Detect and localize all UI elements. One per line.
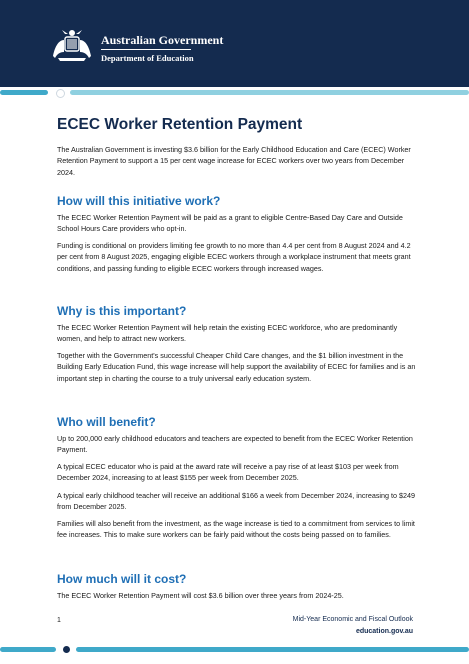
bottom-accent-bar-right bbox=[76, 647, 469, 652]
government-name: Australian Government bbox=[101, 33, 224, 47]
top-accent-bar-right bbox=[70, 90, 469, 95]
top-accent-bar-left bbox=[0, 90, 48, 95]
section-paragraph: The ECEC Worker Retention Payment will help retain the existing ECEC workforce, who are predominantly women, and help to attract new workers. bbox=[57, 323, 398, 344]
section-paragraph: The ECEC Worker Retention Payment will be paid as a grant to eligible Centre-Based Day Care and Outside School Hours Care providers who opt-in. bbox=[57, 213, 403, 234]
section-heading-why-important: Why is this important? bbox=[57, 304, 187, 318]
section-paragraph: Funding is conditional on providers limiting fee growth to no more than 4.4 per cent from 8 August 2024 and 4.2 per cent from 8 August 2025, engaging eligible ECEC workers through a workplace instrument that meets grant conditions, and passing funding to eligible ECEC workers through increased wages. bbox=[57, 241, 411, 273]
section-paragraph: Families will also benefit from the investment, as the wage increase is tied to a commitment from services to limit fee increases. This to make sure workers can be fairly paid without the costs being passed on to families. bbox=[57, 519, 415, 540]
section-paragraph: Up to 200,000 early childhood educators and teachers are expected to benefit from the ECEC Worker Retention Payment. bbox=[57, 434, 413, 455]
publication-name: Mid-Year Economic and Fiscal Outlook bbox=[292, 616, 413, 623]
top-accent-dot bbox=[56, 89, 65, 98]
section-heading-cost: How much will it cost? bbox=[57, 572, 187, 586]
intro-paragraph: The Australian Government is investing $3.6 billion for the Early Childhood Education and Care (ECEC) Worker Retention Payment to support a 15 per cent wage increase for ECEC workers over two years from December 2024. bbox=[57, 145, 411, 177]
website-link[interactable]: education.gov.au bbox=[355, 628, 413, 635]
page-number: 1 bbox=[57, 617, 61, 624]
section-paragraph: A typical early childhood teacher will receive an additional $166 a week from December 2024, increasing to $249 from December 2025. bbox=[57, 491, 415, 512]
department-name: Department of Education bbox=[101, 53, 194, 63]
section-paragraph: Together with the Government's successful Cheaper Child Care changes, and the $1 billion investment in the Building Early Education Fund, this wage increase will help support the availability of ECEC for families and is an important step in charting the course to a truly universal early education system. bbox=[57, 351, 416, 383]
section-heading-how-it-works: How will this initiative work? bbox=[57, 194, 221, 208]
page-title: ECEC Worker Retention Payment bbox=[57, 116, 303, 133]
section-paragraph: A typical ECEC educator who is paid at the award rate will receive a pay rise of at least $103 per week from December 2024, increasing to at least $155 per week from December 2025. bbox=[57, 462, 399, 483]
section-paragraph: The ECEC Worker Retention Payment will cost $3.6 billion over three years from 2024-25. bbox=[57, 591, 344, 600]
page-header bbox=[0, 0, 469, 87]
header-divider bbox=[101, 49, 191, 50]
bottom-accent-dot bbox=[63, 646, 70, 653]
coat-of-arms-icon bbox=[50, 28, 94, 62]
section-heading-who-benefits: Who will benefit? bbox=[57, 415, 156, 429]
bottom-accent-bar-left bbox=[0, 647, 56, 652]
